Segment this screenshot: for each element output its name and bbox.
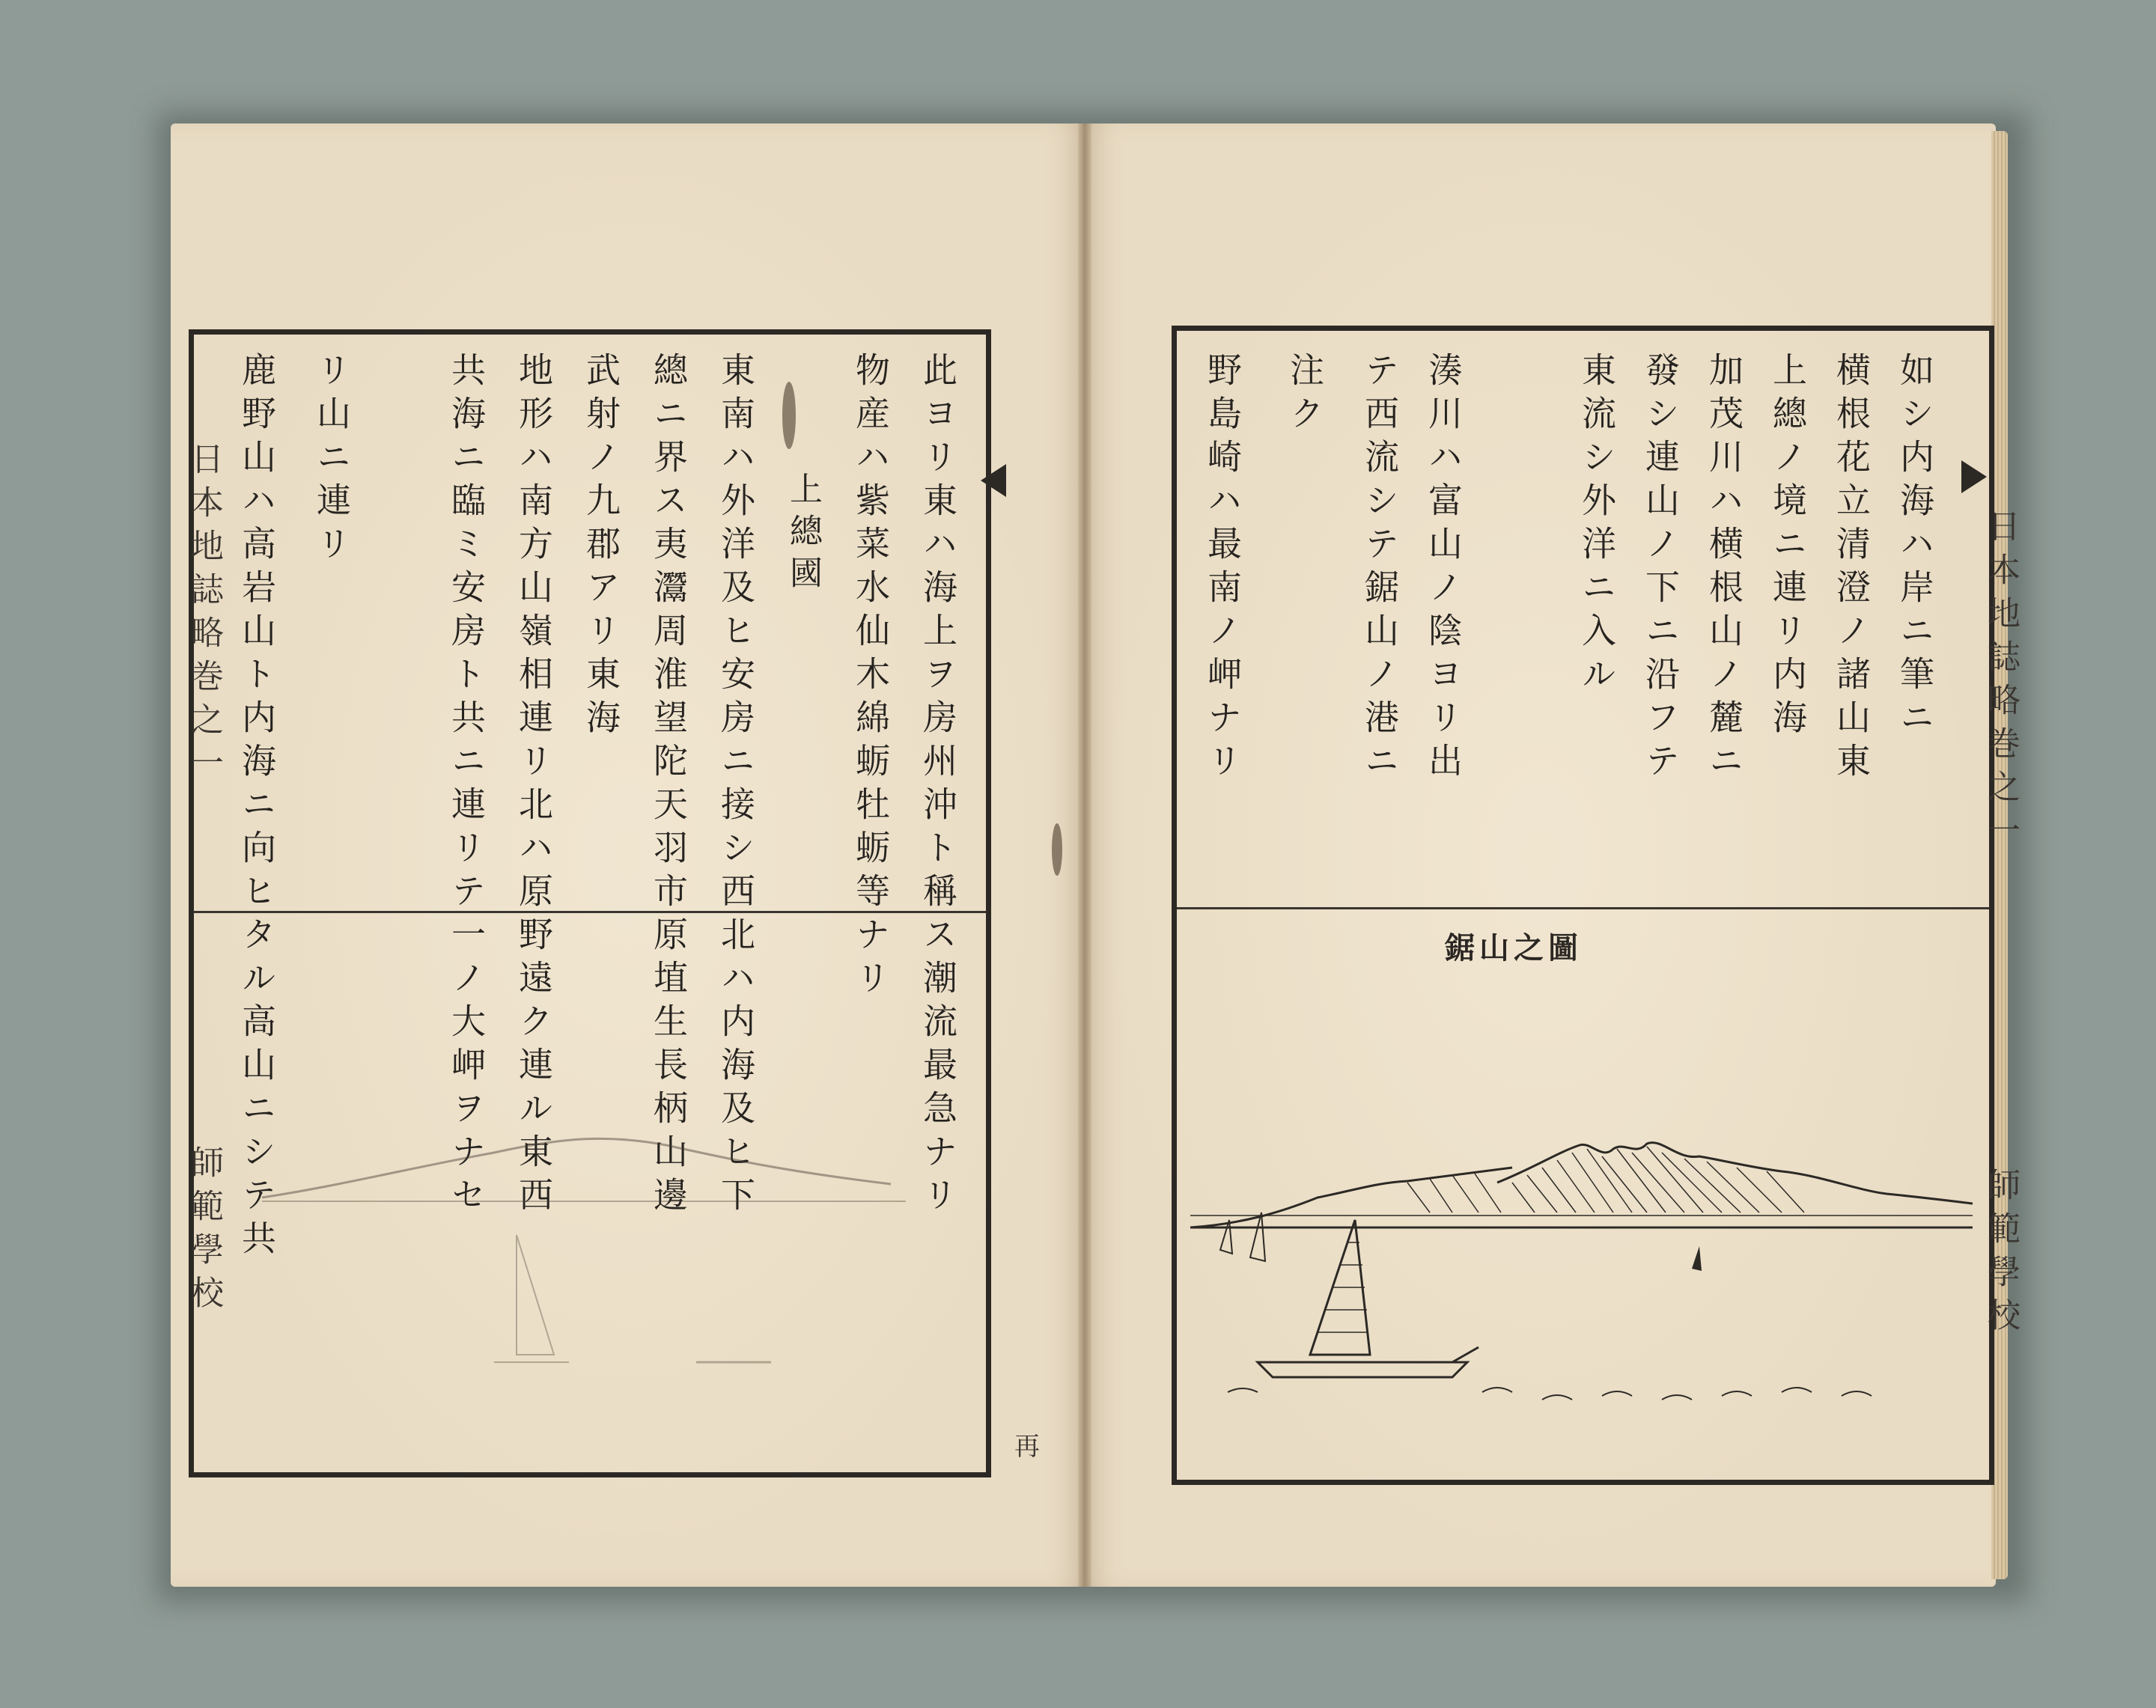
left-column-8: 共海ニ臨ミ安房ト共ニ連リテ一ノ大岬ヲナセ	[446, 352, 487, 1220]
right-margin-school: 師範學校	[1982, 1168, 2020, 1341]
left-column-10: 鹿野山ハ高岩山ト内海ニ向ヒタル高山ニシテ共	[237, 352, 277, 1263]
left-column-5: 總ニ界ス夷灊周淮望陀天羽市原埴生長柄山邊	[648, 352, 689, 1220]
right-column-9: 注ク	[1285, 352, 1325, 439]
right-margin-title: 日本地誌略巻之一	[1982, 509, 2020, 856]
right-fishtail-mark	[1961, 460, 1987, 493]
illustration-title: 鋸山之圖	[1445, 931, 1583, 966]
ink-stain	[1052, 823, 1062, 876]
left-column-3: 上總國	[784, 472, 822, 597]
left-column-1: 此ヨリ東ハ海上ヲ房州沖ト稱ス潮流最急ナリ	[918, 352, 958, 1220]
right-column-6: 東流シ外洋ニ入ル	[1577, 352, 1617, 699]
left-margin-title: 日本地誌略巻之一	[185, 442, 223, 789]
left-column-7: 地形ハ南方山嶺相連リ北ハ原野遠ク連ル東西	[514, 352, 554, 1220]
right-column-1: 如シ内海ハ岸ニ筆ニ	[1895, 352, 1935, 742]
left-folio: 再	[1014, 1432, 1040, 1462]
right-column-8: テ西流シテ鋸山ノ港ニ	[1359, 352, 1400, 786]
mountain-illustration	[1183, 1138, 1976, 1452]
right-column-2: 横根花立清澄ノ諸山東	[1831, 352, 1872, 786]
left-showthrough-sketch	[247, 1115, 936, 1400]
left-fishtail-mark	[981, 464, 1006, 497]
right-column-3: 上總ノ境ニ連リ内海	[1767, 352, 1808, 742]
right-column-10: 野島崎ハ最南ノ岬ナリ	[1202, 352, 1243, 786]
left-column-9: リ山ニ連リ	[311, 352, 352, 569]
spine-fold	[1078, 123, 1091, 1587]
right-column-7: 湊川ハ富山ノ陰ヨリ出	[1423, 352, 1464, 786]
left-margin-school: 師範學校	[185, 1145, 223, 1319]
ink-stain	[782, 382, 796, 449]
left-column-6: 武射ノ九郡アリ東海	[581, 352, 621, 742]
right-frame-rule	[1177, 907, 1989, 909]
right-column-4: 加茂川ハ横根山ノ麓ニ	[1704, 352, 1744, 786]
right-column-5: 發シ連山ノ下ニ沿フテ	[1640, 352, 1681, 786]
left-column-4: 東南ハ外洋及ヒ安房ニ接シ西北ハ内海及ヒ下	[716, 352, 756, 1220]
left-column-2: 物産ハ紫菜水仙木綿蛎牡蛎等ナリ	[850, 352, 891, 1003]
